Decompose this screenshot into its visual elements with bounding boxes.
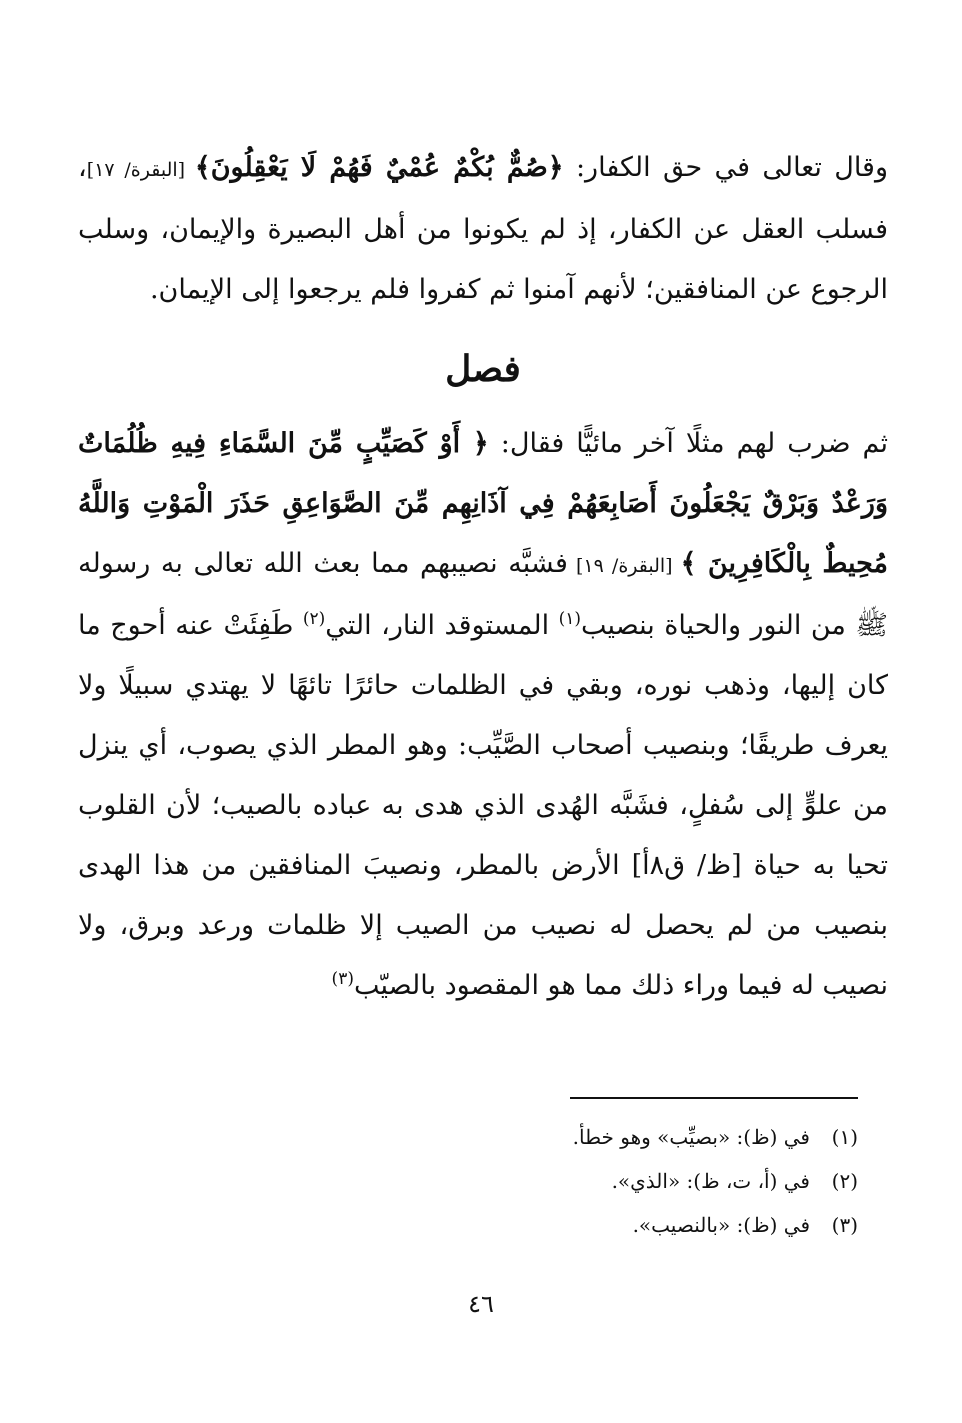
footnote-1 bbox=[573, 1115, 858, 1159]
page-number: ٤٦ bbox=[468, 1290, 494, 1318]
footnote-marker-2: (٢) bbox=[302, 609, 326, 629]
paragraph-1-intro: وقال تعالى في حق الكفار: bbox=[563, 152, 888, 183]
paragraph-2 bbox=[78, 414, 888, 1016]
footnote-text: في (ظ): «بالنصيب». bbox=[632, 1213, 810, 1237]
paragraph-2-text-a: فشبَّه نصيبهم مما بعث الله تعالى به رسوله ﷺ من النور والحياة بنصيب bbox=[78, 548, 888, 641]
footnote-2 bbox=[573, 1159, 858, 1203]
paragraph-1 bbox=[78, 138, 888, 320]
footnote-marker-1: (١) bbox=[558, 609, 582, 629]
footnote-divider bbox=[570, 1097, 858, 1099]
quran-verse: ﴿صُمٌّ بُكْمٌ عُمْيٌ فَهُمْ لَا يَعْقِلُونَ﴾ bbox=[194, 152, 564, 183]
paragraph-2-text-b: المستوقد النار، التي bbox=[325, 610, 559, 641]
verse-reference: [البقرة/ ١٩] bbox=[567, 555, 681, 577]
footnote-number: (١) bbox=[831, 1125, 858, 1149]
quran-verse: ﴿ أَوْ كَصَيِّبٍ مِّنَ السَّمَاءِ فِيهِ ظُلُمَاتٌ وَرَعْدٌ وَبَرْقٌ يَجْعَلُونَ أَصَابِعَهُمْ فِي آذَانِهِم مِّنَ الصَّوَاعِقِ حَذَرَ الْمَوْتِ وَاللَّهُ مُحِيطٌ بِالْكَافِرِينَ ﴾ bbox=[78, 428, 889, 579]
footnote-text: في (ظ): «بصيِّب» وهو خطأ. bbox=[572, 1125, 810, 1149]
footnotes bbox=[573, 1115, 858, 1247]
footnote-number: (٢) bbox=[831, 1169, 858, 1193]
paragraph-1-text: ، فسلب العقل عن الكفار، إذ لم يكونوا من أهل البصيرة والإيمان، وسلب الرجوع عن المنافقين؛ لأنهم آمنوا ثم كفروا فلم يرجعوا إلى الإيمان. bbox=[78, 152, 888, 305]
footnote-text: في (أ، ت، ظ): «الذي». bbox=[611, 1169, 810, 1193]
paragraph-2-intro: ثم ضرب لهم مثلًا آخر مائيًّا فقال: bbox=[488, 428, 888, 459]
footnote-marker-3: (٣) bbox=[331, 969, 354, 989]
paragraph-2-text-c: طَفِئَتْ عنه أحوج ما كان إليها، وذهب نوره، وبقي في الظلمات حائرًا تائهًا لا يهتدي سبيلًا ولا يعرف طريقًا؛ وبنصيب أصحاب الصَّيِّب: وهو المطر الذي يصوب، أي ينزل من علوٍّ إلى سُفلٍ، فشَبَّه الهُدى الذي هدى به عباده بالصيب؛ لأن القلوب تحيا به حياة [ظ/ ق٨أ] الأرض بالمطر، ونصيبَ المنافقين من هذا الهدى بنصيب من لم يحصل له نصيب من الصيب إلا ظلمات ورعد وبرق، ولا نصيب له فيما وراء ذلك مما هو المقصود بالصيّب bbox=[78, 610, 888, 1001]
footnote-number: (٣) bbox=[831, 1213, 858, 1237]
section-heading: فصل bbox=[445, 348, 521, 390]
page-body bbox=[78, 138, 888, 1016]
verse-reference: [البقرة/ ١٧] bbox=[86, 159, 195, 181]
footnote-3 bbox=[573, 1203, 858, 1247]
